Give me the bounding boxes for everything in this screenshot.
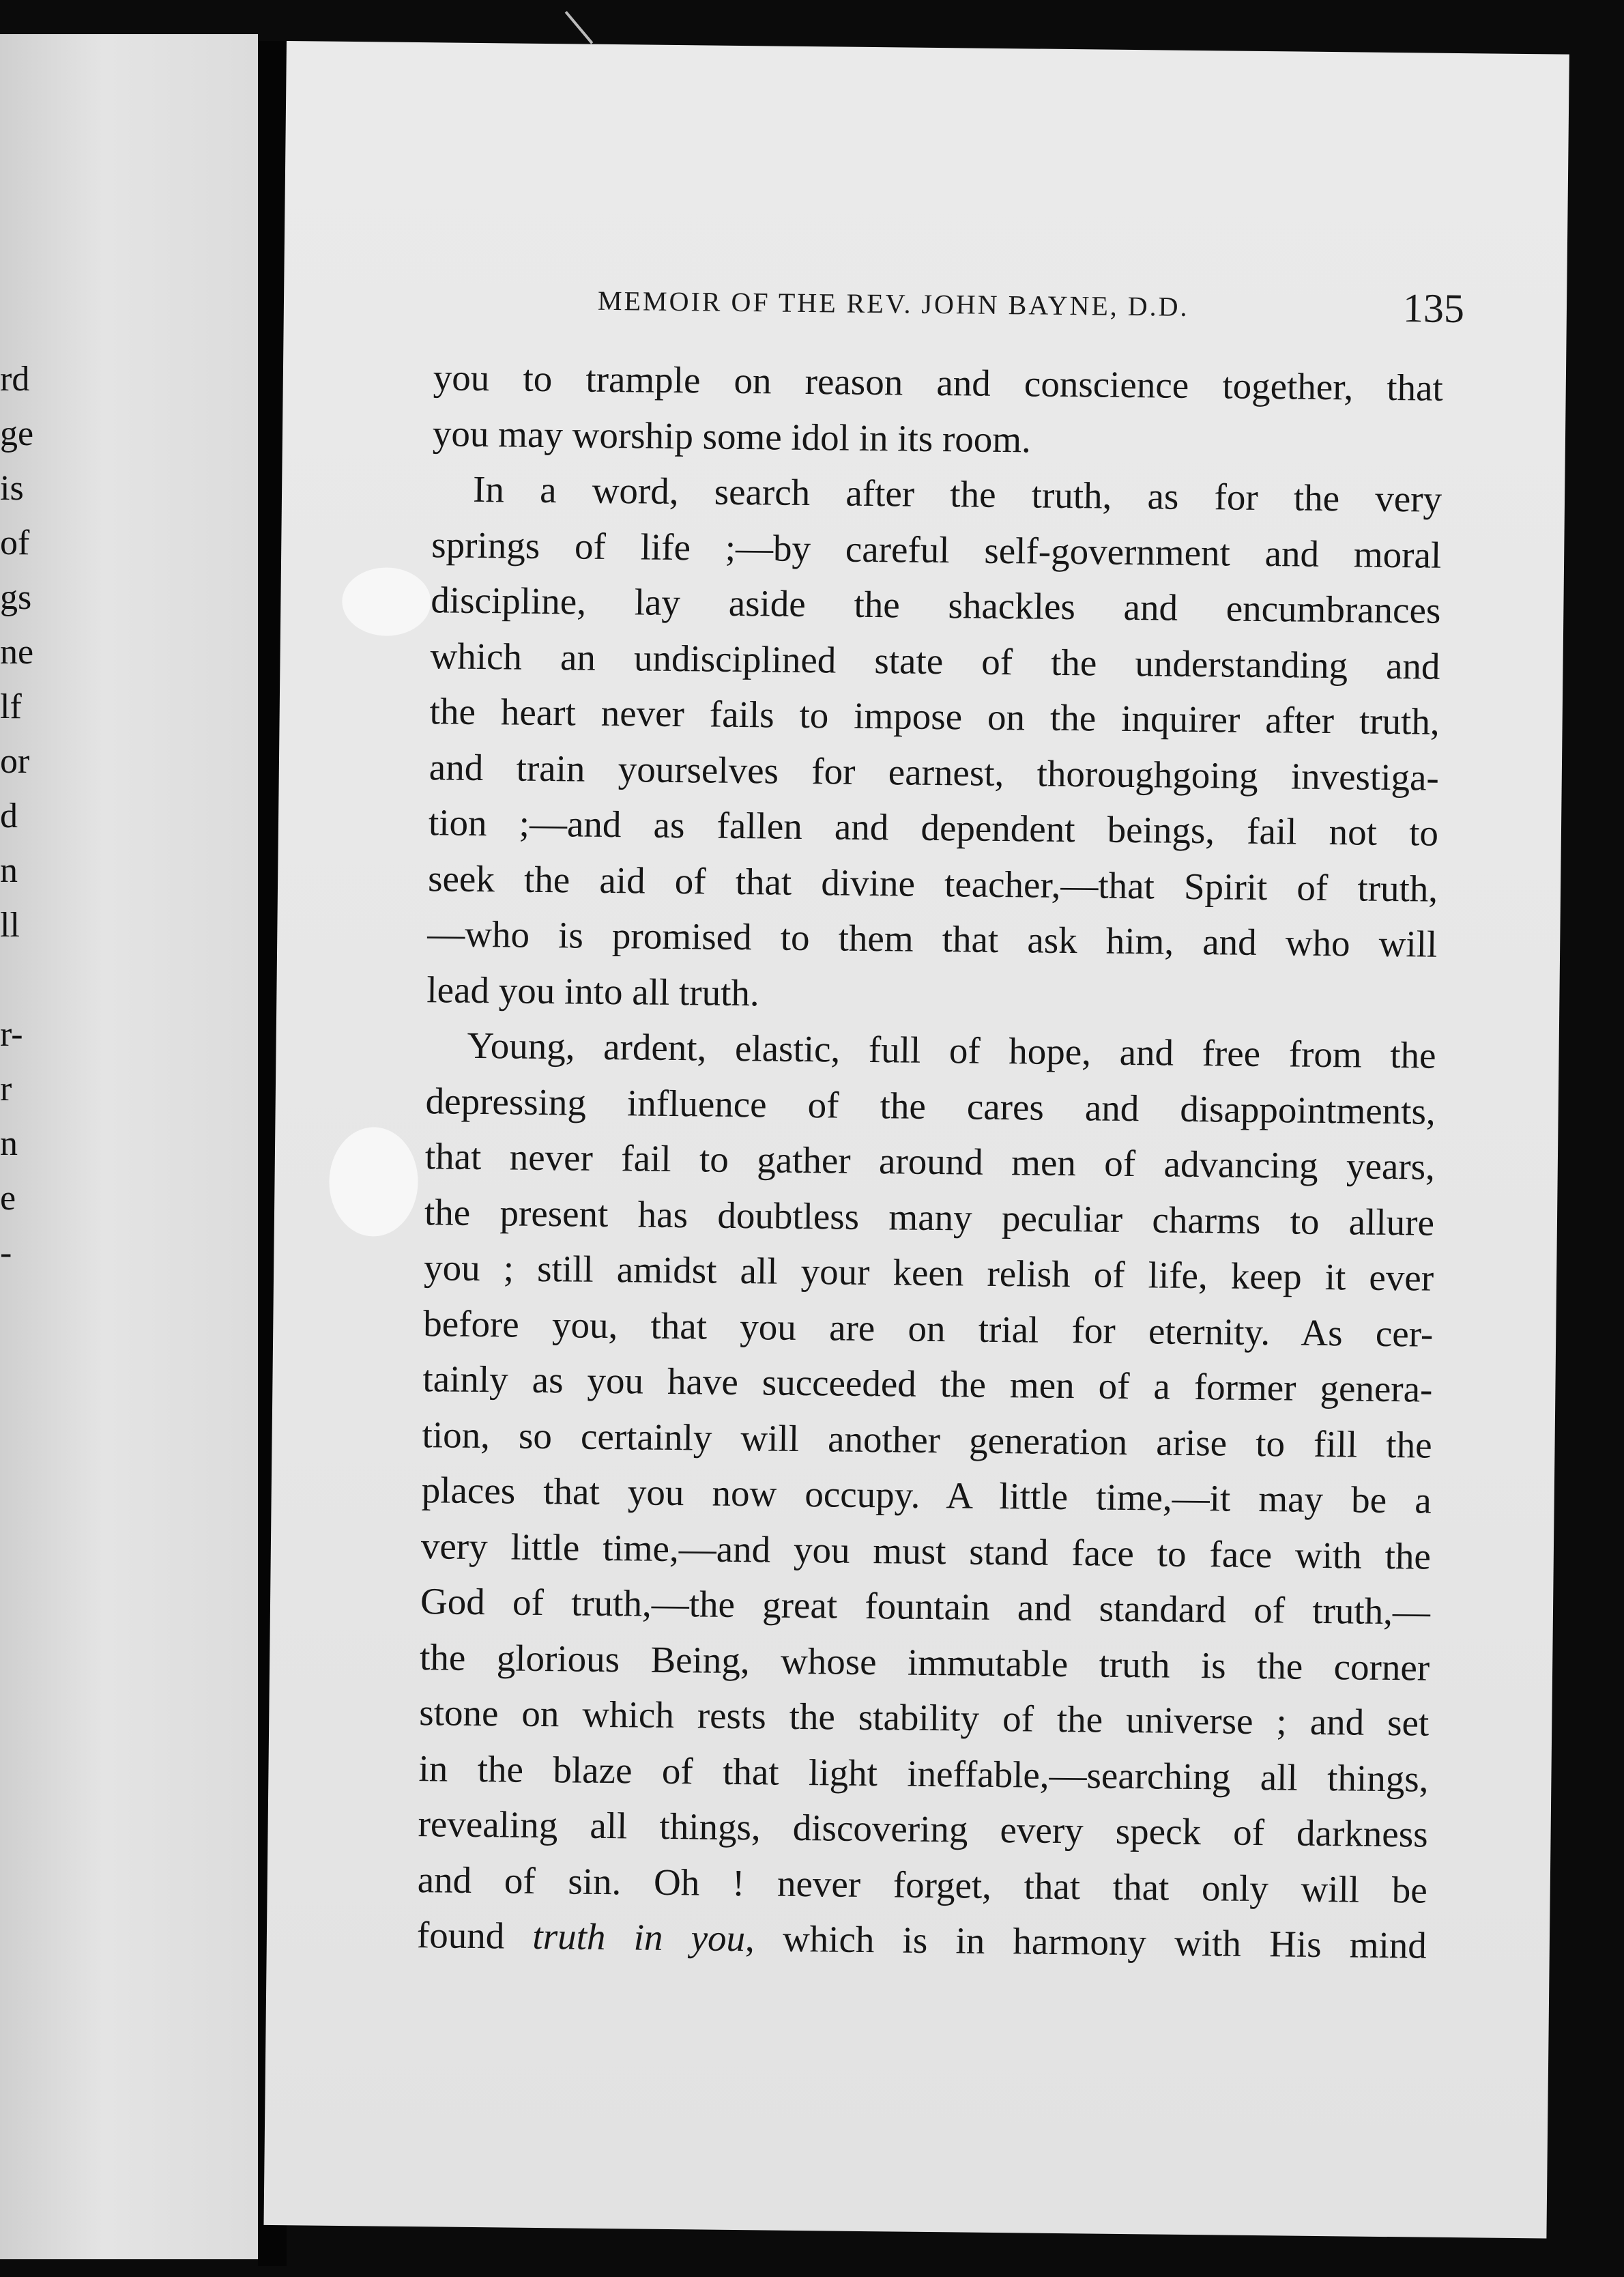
text-line-last (417, 1907, 1427, 1973)
text-line: the present has doubtless many peculiar charms to allure (424, 1190, 1435, 1244)
left-page-fragment: d (0, 797, 18, 835)
text-line: stone on which rests the stability of the universe ; and set (419, 1691, 1430, 1744)
italic-phrase: truth in you (532, 1915, 746, 1960)
left-page-fragment: r- (0, 1015, 23, 1054)
left-page-fragment: ne (0, 633, 34, 672)
text-fragment: found (416, 1914, 533, 1957)
paper-blemish (329, 1127, 419, 1237)
text-line: you to trample on reason and conscience together, that (433, 356, 1444, 409)
left-page-fragment: - (0, 1233, 12, 1272)
text-fragment: , which is in harmony with His mind (744, 1917, 1427, 1966)
text-line: and train yourselves for earnest, thoroughgoing investiga- (429, 745, 1440, 799)
text-line: places that you now occupy. A little time,—it may be a (421, 1469, 1432, 1521)
text-line: springs of life ;—by careful self-government and moral (431, 523, 1442, 576)
text-line: and of sin. Oh ! never forget, that that only will be (417, 1858, 1428, 1911)
text-line: in the blaze of that light ineffable,—searching all things, (418, 1747, 1429, 1800)
right-page (263, 41, 1569, 2239)
left-page-fragment: n (0, 851, 18, 890)
left-page-fragment: lf (0, 687, 22, 726)
text-line: that never fail to gather around men of advancing years, (424, 1135, 1436, 1188)
body-text (417, 349, 1444, 1973)
text-line: very little time,—and you must stand face to face with the (420, 1524, 1432, 1577)
text-line: you may worship some idol in its room. (432, 412, 1032, 460)
text-line: the heart never fails to impose on the inquirer after truth, (429, 690, 1440, 743)
text-line: revealing all things, discovering every speck of darkness (418, 1803, 1428, 1855)
left-page-fragment: of (0, 524, 30, 562)
left-page-fragment: ge (0, 414, 34, 453)
text-line: tion ;—and as fallen and dependent beings, fail not to (428, 801, 1439, 854)
left-page-fragment: e (0, 1179, 16, 1218)
left-page-edge (0, 34, 258, 2259)
running-header: MEMOIR OF THE REV. JOHN BAYNE, D.D. (597, 285, 1189, 322)
text-line: Young, ardent, elastic, full of hope, and free from the (467, 1024, 1436, 1076)
text-line: discipline, lay aside the shackles and encumbrances (431, 579, 1441, 631)
text-line: seek the aid of that divine teacher,—that Spirit of truth, (427, 857, 1438, 910)
text-line: before you, that you are on trial for eternity. As cer- (423, 1302, 1434, 1355)
left-page-fragment: rd (0, 360, 30, 399)
text-line: depressing influence of the cares and disappointments, (425, 1079, 1436, 1132)
left-page-fragment: ll (0, 906, 20, 945)
text-line: the glorious Being, whose immutable truth is the corner (419, 1635, 1430, 1689)
text-line: —who is promised to them that ask him, and who will (426, 913, 1438, 965)
left-page-fragment: or (0, 742, 30, 781)
text-line: tion, so certainly will another generation arise to fill the (422, 1413, 1432, 1466)
text-line: you ; still amidst all your keen relish of life, keep it ever (423, 1246, 1434, 1299)
text-line: tainly as you have succeeded the men of a former genera- (422, 1358, 1433, 1410)
left-page-fragment: r (0, 1070, 12, 1108)
paper-blemish (342, 567, 431, 636)
left-page-fragment: is (0, 469, 24, 508)
text-line: God of truth,—the great fountain and standard of truth,— (420, 1580, 1431, 1633)
text-line: which an undisciplined state of the understanding and (430, 634, 1440, 687)
page-number: 135 (1402, 285, 1465, 332)
text-line: lead you into all truth. (426, 968, 760, 1014)
left-page-fragment: n (0, 1124, 18, 1163)
text-line: In a word, search after the truth, as for the very (472, 468, 1442, 520)
left-page-fragment: gs (0, 578, 32, 617)
